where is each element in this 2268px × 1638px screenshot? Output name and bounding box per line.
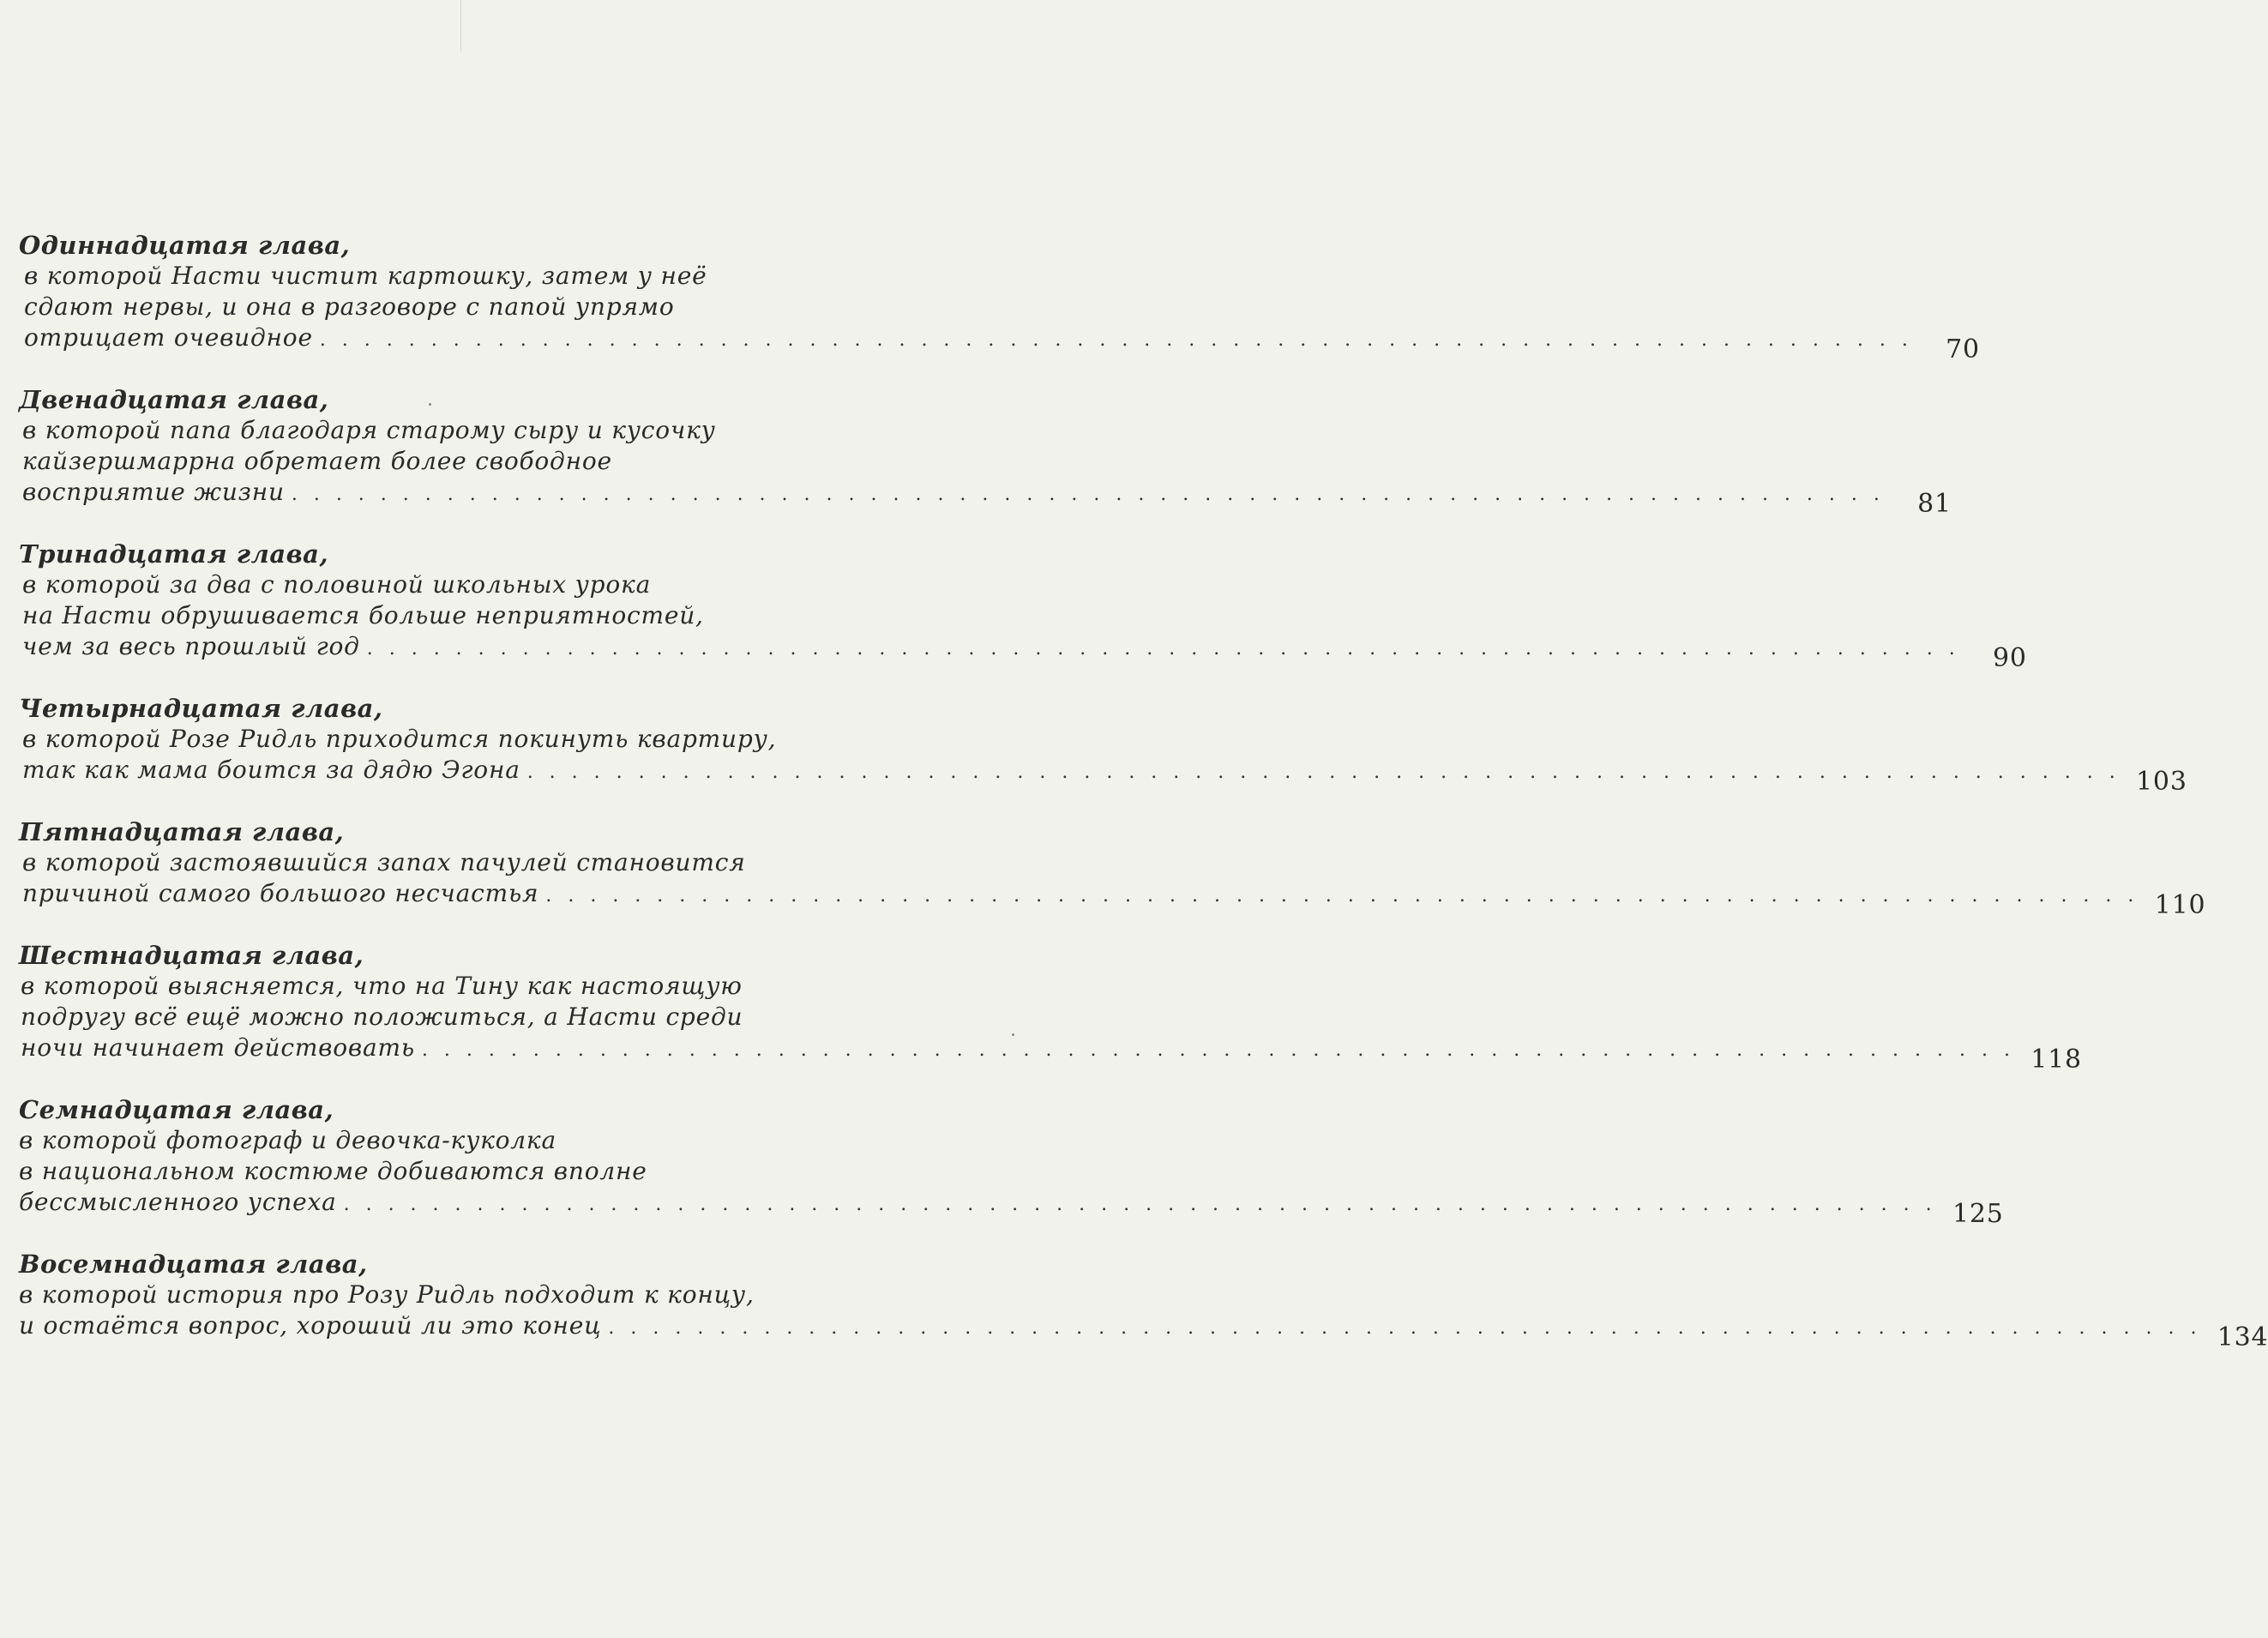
page-number: 118 <box>2030 1045 2082 1075</box>
chapter-description-line: в которой Насти чистит картошку, затем у неё <box>24 262 707 290</box>
chapter-description-end: и остаётся вопрос, хороший ли это конец <box>19 1311 602 1340</box>
toc-entry-13[interactable] <box>19 539 2027 673</box>
chapter-title: Одиннадцатая глава, <box>19 231 351 260</box>
chapter-description-end: ночи начинает действовать <box>21 1033 415 1062</box>
chapter-description-end: отрицает очевидное <box>24 323 313 352</box>
chapter-description-end: восприятие жизни <box>22 478 285 506</box>
chapter-description-line: кайзершмаррна обретает более свободное <box>22 447 612 475</box>
dot-leader: . . . . . . . . . . . . . . . . . . . . . . . . . . . . . . . . . . . . . . . . . . . . . . . . . . . . . . . . . . . . . . . . . . . . . . . . <box>421 1039 2015 1061</box>
chapter-description-line: сдают нервы, и она в разговоре с папой упрямо <box>24 292 675 321</box>
chapter-description-end: так как мама боится за дядю Эгона <box>22 756 520 784</box>
chapter-description-line: в национальном костюме добиваются вполне <box>19 1157 647 1185</box>
chapter-last-line <box>19 1033 2082 1075</box>
chapter-description-line: в которой за два с половиной школьных урока <box>22 570 652 599</box>
chapter-description-line: в которой папа благодаря старому сыру и кусочку <box>22 416 716 444</box>
page-number: 125 <box>1952 1199 2004 1229</box>
chapter-last-line <box>19 322 1980 364</box>
toc-entry-11[interactable] <box>19 230 1980 364</box>
chapter-title: Тринадцатая глава, <box>19 539 329 569</box>
toc-entry-18[interactable] <box>19 1249 2268 1352</box>
chapter-last-line <box>19 477 1952 519</box>
chapter-last-line <box>19 1310 2268 1352</box>
chapter-title: Шестнадцатая глава, <box>19 941 364 970</box>
dot-leader: . . . . . . . . . . . . . . . . . . . . . . . . . . . . . . . . . . . . . . . . . . . . . . . . . . . . . . . . . . . . . . . . . . . . . . . . <box>319 329 1913 351</box>
dot-leader: . . . . . . . . . . . . . . . . . . . . . . . . . . . . . . . . . . . . . . . . . . . . . . . . . . . . . . . . . . . . . . . . . . . . . . . . <box>608 1317 2202 1339</box>
dot-leader: . . . . . . . . . . . . . . . . . . . . . . . . . . . . . . . . . . . . . . . . . . . . . . . . . . . . . . . . . . . . . . . . . . . . . . . . <box>291 484 1885 505</box>
page-number: 70 <box>1946 334 1980 364</box>
dot-leader: . . . . . . . . . . . . . . . . . . . . . . . . . . . . . . . . . . . . . . . . . . . . . . . . . . . . . . . . . . . . . . . . . . . . . . . . <box>545 885 2139 906</box>
page-number: 134 <box>2217 1322 2268 1352</box>
toc-entry-16[interactable] <box>19 940 2082 1075</box>
toc-entry-17[interactable] <box>19 1094 2004 1229</box>
chapter-last-line <box>19 631 2027 673</box>
page-number: 81 <box>1917 489 1952 519</box>
table-of-contents <box>19 230 2268 1372</box>
chapter-title: Двенадцатая глава, <box>19 385 329 414</box>
dot-leader: . . . . . . . . . . . . . . . . . . . . . . . . . . . . . . . . . . . . . . . . . . . . . . . . . . . . . . . . . . . . . . . . . . . . . . . . <box>526 762 2121 783</box>
dot-leader: . . . . . . . . . . . . . . . . . . . . . . . . . . . . . . . . . . . . . . . . . . . . . . . . . . . . . . . . . . . . . . . . . . . . . . . . <box>366 638 1960 659</box>
chapter-description-end: причиной самого большого несчастья <box>22 879 539 907</box>
chapter-description-line: в которой Розе Ридль приходится покинуть квартиру, <box>22 725 777 753</box>
chapter-description-end: бессмысленного успеха <box>19 1188 337 1216</box>
chapter-title: Пятнадцатая глава, <box>19 817 345 846</box>
chapter-description-line: подругу всё ещё можно положиться, а Насти среди <box>21 1003 743 1031</box>
page-number: 110 <box>2154 890 2206 920</box>
dot-leader: . . . . . . . . . . . . . . . . . . . . . . . . . . . . . . . . . . . . . . . . . . . . . . . . . . . . . . . . . . . . . . . . . . . . . . . . <box>343 1194 1937 1215</box>
chapter-title: Восемнадцатая глава, <box>19 1250 368 1279</box>
chapter-description-line: в которой застоявшийся запах пачулей становится <box>22 848 746 876</box>
page-crease <box>460 0 461 51</box>
chapter-title: Семнадцатая глава, <box>19 1095 334 1124</box>
toc-entry-14[interactable] <box>19 693 2187 797</box>
chapter-last-line <box>19 1187 2004 1229</box>
toc-entry-12[interactable] <box>19 384 1952 519</box>
chapter-description-end: чем за весь прошлый год <box>22 632 360 660</box>
chapter-description-line: в которой история про Розу Ридль подходит к концу, <box>19 1280 755 1309</box>
chapter-last-line <box>19 755 2187 797</box>
toc-entry-15[interactable] <box>19 816 2206 920</box>
chapter-description-line: в которой фотограф и девочка-куколка <box>19 1126 556 1154</box>
chapter-title: Четырнадцатая глава, <box>19 694 383 723</box>
page-number: 90 <box>1992 643 2027 673</box>
chapter-description-line: в которой выясняется, что на Тину как настоящую <box>21 972 743 1000</box>
chapter-last-line <box>19 878 2206 920</box>
chapter-description-line: на Насти обрушивается больше неприятностей, <box>22 601 704 629</box>
page-number: 103 <box>2136 767 2187 797</box>
